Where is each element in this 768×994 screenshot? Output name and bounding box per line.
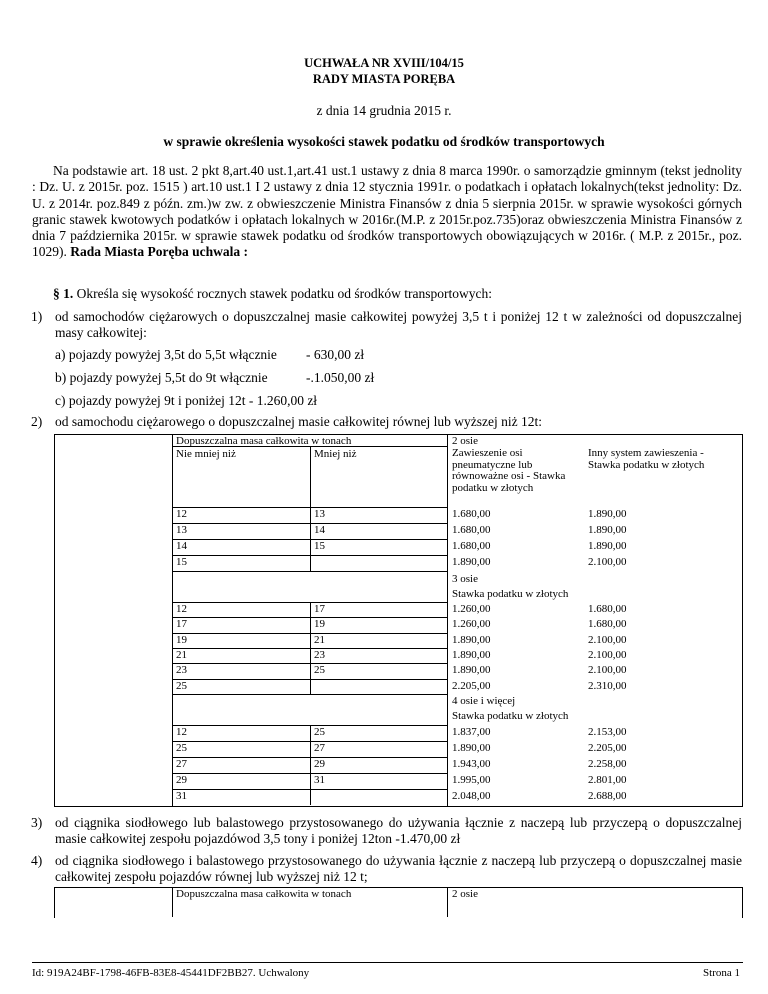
- axles-2-header: 2 osie: [452, 435, 478, 447]
- table-2-divider: [447, 887, 448, 917]
- resolution-date: z dnia 14 grudnia 2015 r.: [316, 103, 452, 118]
- row-min: 15: [176, 556, 187, 568]
- row-max: 19: [314, 618, 325, 631]
- row-min: 14: [176, 540, 187, 552]
- row-max: 29: [314, 758, 325, 770]
- item-4-text: od ciągnika siodłowego i balastowego przystosowanego do używania łącznie z naczepą lub przyczepą o dopuszczalnej masie całkowitej zespołu pojazdów równej lub wyższej niż 12 t;: [55, 853, 742, 885]
- row-rate-other: 2.258,00: [588, 758, 627, 770]
- table-2-mass-header: Dopuszczalna masa całkowita w tonach: [176, 888, 352, 900]
- row-rate-pneumatic: 1.890,00: [452, 556, 491, 568]
- row-min: 23: [176, 664, 187, 677]
- council-name: RADY MIASTA PORĘBA: [312, 72, 456, 86]
- other-suspension-header: Inny system zawieszenia - Stawka podatku w złotych: [588, 447, 705, 471]
- row-rate-other: 1.890,00: [588, 540, 627, 552]
- row-max: 23: [314, 648, 325, 661]
- preamble: [32, 163, 742, 261]
- row-rate-pneumatic: 1.680,00: [452, 540, 491, 552]
- item-1: [31, 309, 742, 342]
- row-max: 27: [314, 742, 325, 754]
- item-1-sub-b-value: -.1.050,00 zł: [306, 370, 375, 385]
- min-max-divider: [310, 602, 311, 694]
- section-1: [53, 286, 492, 302]
- item-4: [31, 853, 742, 886]
- item-1-sub-a-value: - 630,00 zł: [306, 347, 365, 362]
- row-max: 17: [314, 603, 325, 615]
- row-max: 15: [314, 540, 325, 552]
- mass-header: Dopuszczalna masa całkowita w tonach: [176, 435, 352, 447]
- table-frame: [54, 434, 743, 807]
- min-max-divider: [310, 725, 311, 805]
- row-rate-pneumatic: 2.205,00: [452, 679, 491, 692]
- header-divider: [310, 446, 311, 507]
- row-min: 25: [176, 742, 187, 754]
- row-rate-other: 2.100,00: [588, 648, 627, 661]
- row-rate-other: 2.100,00: [588, 664, 627, 677]
- resolution-subject: w sprawie określenia wysokości stawek podatku od środków transportowych: [163, 134, 605, 149]
- row-separator: [172, 694, 448, 695]
- item-3: [31, 815, 742, 848]
- document-id: Id: 919A24BF-1798-46FB-83E8-45441DF2BB27. Uchwalony: [32, 967, 310, 979]
- row-rate-pneumatic: 1.680,00: [452, 508, 491, 520]
- row-max: 31: [314, 774, 325, 786]
- row-max: 21: [314, 633, 325, 646]
- row-rate-pneumatic: 1.260,00: [452, 618, 491, 631]
- preamble-text: Na podstawie art. 18 ust. 2 pkt 8,art.40 ust.1,art.41 ust.1 ustawy z dnia 8 marca 1990r. o samorządzie gminnym (tekst jednolity : Dz. U. z 2015r. poz. 1515 ) art.10 ust.1 I 2 ustawy z dnia 12 stycznia 1991r. o podatkach i opłatach lokalnych(tekst jednolity: Dz. U. z 2014r. poz.849 z późn. zm.)w zw. z obwieszczenie Ministra Finansów z dnia 5 sierpnia 2015r. w sprawie wysokości górnych granic stawek kwotowych podatków i opłatach lokalnych w 2016r.(M.P. z 2015r.poz.735)oraz obwieszczenia Ministra Finansów z dnia 7 października 2015r. w sprawie stawek podatku od środków transportowych obowiązujących w 2016r. ( M.P. z 2015r., poz. 1029).: [32, 163, 742, 260]
- row-rate-other: 2.801,00: [588, 774, 627, 786]
- min-max-divider: [310, 507, 311, 571]
- row-min: 12: [176, 603, 187, 615]
- row-max: 25: [314, 664, 325, 677]
- axles-4-header: 4 osie i więcej: [452, 695, 516, 707]
- table-2-axles-header: 2 osie: [452, 888, 478, 900]
- pneumatic-header: Zawieszenie osi pneumatyczne lub równoważne osi - Stawka podatku w złotych: [452, 447, 566, 494]
- preamble-bold-tail: Rada Miasta Poręba uchwala :: [70, 244, 248, 260]
- table-2-frame: [54, 887, 743, 918]
- row-rate-pneumatic: 1.943,00: [452, 758, 491, 770]
- row-rate-other: 1.890,00: [588, 508, 627, 520]
- row-rate-other: 2.100,00: [588, 556, 627, 568]
- row-min: 13: [176, 524, 187, 536]
- row-rate-pneumatic: 1.890,00: [452, 648, 491, 661]
- table-bottom-border: [54, 806, 742, 807]
- row-rate-other: 2.205,00: [588, 742, 627, 754]
- rate-header-4: Stawka podatku w złotych: [452, 710, 569, 722]
- item-3-number: 3): [31, 815, 43, 830]
- section-1-text: Określa się wysokość rocznych stawek podatku od środków transportowych:: [76, 286, 493, 301]
- table-2-divider: [172, 887, 173, 917]
- item-1-text: od samochodów ciężarowych o dopuszczalnej masie całkowitej powyżej 3,5 t i poniżej 12 t w zależności od dopuszczalnej masy całkowitej:: [55, 309, 742, 341]
- row-rate-other: 2.153,00: [588, 726, 627, 738]
- row-max: 25: [314, 726, 325, 738]
- row-rate-pneumatic: 1.890,00: [452, 633, 491, 646]
- item-2-number: 2): [31, 414, 43, 429]
- row-max: 14: [314, 524, 325, 536]
- table-divider: [172, 434, 173, 806]
- row-rate-pneumatic: 1.680,00: [452, 524, 491, 536]
- row-min: 19: [176, 633, 187, 646]
- row-min: 29: [176, 774, 187, 786]
- row-rate-pneumatic: 1.890,00: [452, 664, 491, 677]
- item-1-sub-b-label: b) pojazdy powyżej 5,5t do 9t włącznie: [55, 370, 268, 385]
- col-min-header: Nie mniej niż: [176, 448, 236, 460]
- row-rate-other: 2.688,00: [588, 790, 627, 802]
- item-1-sub-c: c) pojazdy powyżej 9t i poniżej 12t - 1.260,00 zł: [55, 393, 318, 408]
- row-rate-other: 2.310,00: [588, 679, 627, 692]
- footer-rule: [32, 962, 743, 963]
- item-2: [31, 414, 742, 430]
- row-rate-other: 2.100,00: [588, 633, 627, 646]
- row-min: 21: [176, 648, 187, 661]
- rate-header-3: Stawka podatku w złotych: [452, 588, 569, 600]
- table-divider: [447, 434, 448, 806]
- row-min: 27: [176, 758, 187, 770]
- resolution-title: UCHWAŁA NR XVIII/104/15: [304, 56, 464, 70]
- col-max-header: Mniej niż: [314, 448, 357, 460]
- row-rate-pneumatic: 1.995,00: [452, 774, 491, 786]
- item-4-number: 4): [31, 853, 43, 868]
- row-min: 12: [176, 508, 187, 520]
- axles-3-header: 3 osie: [452, 573, 478, 585]
- row-rate-other: 1.680,00: [588, 618, 627, 631]
- row-min: 25: [176, 679, 187, 692]
- row-rate-pneumatic: 1.260,00: [452, 603, 491, 615]
- row-rate-other: 1.680,00: [588, 603, 627, 615]
- row-min: 17: [176, 618, 187, 631]
- row-separator: [172, 571, 448, 572]
- item-3-text: od ciągnika siodłowego lub balastowego przystosowanego do używania łącznie z naczepą lub przyczepą o dopuszczalnej masie całkowitej zespołu pojazdówod 3,5 tony i poniżej 12ton -1.470,00 zł: [55, 815, 742, 847]
- section-1-label: § 1.: [53, 286, 74, 301]
- row-min: 12: [176, 726, 187, 738]
- row-rate-pneumatic: 1.837,00: [452, 726, 491, 738]
- row-max: 13: [314, 508, 325, 520]
- row-rate-pneumatic: 1.890,00: [452, 742, 491, 754]
- page-number: Strona 1: [703, 967, 740, 979]
- item-1-number: 1): [31, 309, 43, 324]
- item-1-sub-a-label: a) pojazdy powyżej 3,5t do 5,5t włącznie: [55, 347, 277, 362]
- item-2-text: od samochodu ciężarowego o dopuszczalnej masie całkowitej równej lub wyższej niż 12t:: [55, 414, 542, 429]
- row-rate-other: 1.890,00: [588, 524, 627, 536]
- row-rate-pneumatic: 2.048,00: [452, 790, 491, 802]
- row-min: 31: [176, 790, 187, 802]
